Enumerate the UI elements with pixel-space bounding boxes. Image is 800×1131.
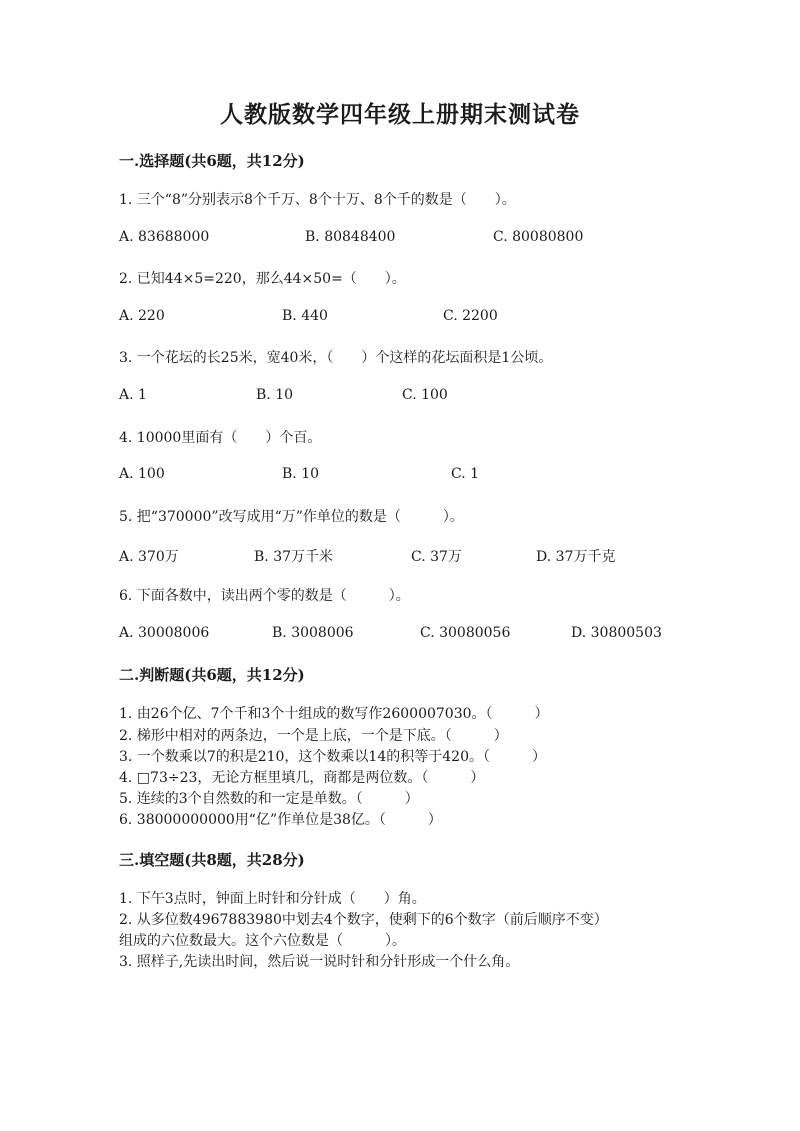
option-b: B. 3008006 [272,625,354,641]
question-text: 4. 10000里面有（ ）个百。 [119,430,322,446]
option-a: A. 220 [119,308,165,324]
option-a: A. 1 [119,387,147,403]
section-heading-fill-blank: 三.填空题(共8题，共28分) [119,851,305,869]
option-d: D. 37万千克 [536,549,616,565]
fill-blank-item-continuation: 组成的六位数最大。这个六位数是（ ）。 [119,933,406,949]
option-b: B. 10 [282,466,320,482]
judgement-item: 5. 连续的3个自然数的和一定是单数。（ ） [119,791,419,807]
option-b: B. 80848400 [305,229,396,245]
judgement-item: 1. 由26个亿、7个千和3个十组成的数写作2600007030。（ ） [119,706,549,722]
section-heading-choice: 一.选择题(共6题，共12分) [119,152,305,170]
option-c: C. 80080800 [493,229,584,245]
judgement-item: 4. □73÷23，无论方框里填几，商都是两位数。（ ） [119,770,485,786]
option-c: C. 1 [451,466,480,482]
fill-blank-item: 1. 下午3点时，钟面上时针和分针成（ ）角。 [119,891,426,907]
section-heading-judgement: 二.判断题(共6题，共12分) [119,666,305,684]
option-c: C. 37万 [411,549,462,565]
question-text: 6. 下面各数中，读出两个零的数是（ ）。 [119,588,410,604]
question-text: 2. 已知44×5=220，那么44×50=（ ）。 [119,271,406,287]
fill-blank-item: 3. 照样子,先读出时间，然后说一说时针和分针形成一个什么角。 [119,954,520,970]
option-c: C. 30080056 [420,625,511,641]
option-a: A. 83688000 [119,229,210,245]
option-a: A. 100 [119,466,165,482]
page-title: 人教版数学四年级上册期末测试卷 [220,101,580,128]
option-a: A. 370万 [119,549,179,565]
option-b: B. 440 [282,308,328,324]
option-d: D. 30800503 [571,625,662,641]
option-c: C. 2200 [443,308,498,324]
judgement-item: 3. 一个数乘以7的积是210，这个数乘以14的积等于420。（ ） [119,749,546,765]
option-c: C. 100 [402,387,448,403]
question-text: 5. 把“370000”改写成用“万”作单位的数是（ ）。 [119,509,464,525]
question-text: 1. 三个“8”分别表示8个千万、8个十万、8个千的数是（ ）。 [119,192,516,208]
judgement-item: 2. 梯形中相对的两条边，一个是上底，一个是下底。（ ） [119,728,508,744]
option-a: A. 30008006 [119,625,210,641]
judgement-item: 6. 38000000000用“亿”作单位是38亿。（ ） [119,812,442,828]
question-text: 3. 一个花坛的长25米，宽40米，（ ）个这样的花坛面积是1公顷。 [119,350,553,366]
option-b: B. 37万千米 [254,549,334,565]
fill-blank-item: 2. 从多位数4967883980中划去4个数字，使剩下的6个数字（前后顺序不变） [119,912,608,928]
option-b: B. 10 [256,387,294,403]
